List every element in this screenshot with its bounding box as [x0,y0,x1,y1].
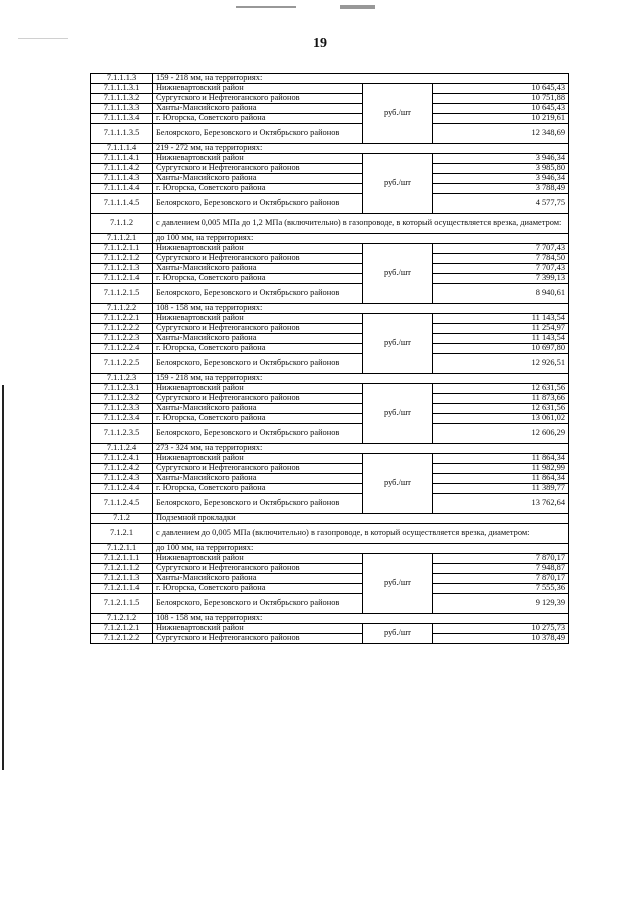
district-name: Сургутского и Нефтеюганского районов [153,164,363,174]
district-name: Сургутского и Нефтеюганского районов [153,94,363,104]
row-code: 7.1.2.1.1.3 [91,574,153,584]
row-code: 7.1.1.2.1 [91,234,153,244]
section-row [91,214,569,234]
row-code: 7.1.1.2.4.3 [91,474,153,484]
district-name: Ханты-Мансийского района [153,474,363,484]
row-code: 7.1.1.1.4 [91,144,153,154]
row-code: 7.1.1.2.4 [91,444,153,454]
price-row [91,384,569,394]
section-text: 219 - 272 мм, на территориях: [153,144,569,154]
section-row [91,544,569,554]
row-code: 7.1.2.1 [91,524,153,544]
district-name: г. Югорска, Советского района [153,344,363,354]
price-value: 3 946,34 [433,154,569,164]
row-code: 7.1.2.1.2.1 [91,624,153,634]
district-name: Нижневартовский район [153,314,363,324]
price-row [91,624,569,634]
section-text: 159 - 218 мм, на территориях: [153,374,569,384]
price-value: 7 948,87 [433,564,569,574]
price-value: 11 982,99 [433,464,569,474]
section-text: Подземной прокладки [153,514,569,524]
district-name: Белоярского, Березовского и Октябрьского районов [153,424,363,444]
district-name: Белоярского, Березовского и Октябрьского районов [153,494,363,514]
row-code: 7.1.1.1.4.3 [91,174,153,184]
price-row [91,334,569,344]
price-row [91,284,569,304]
district-name: Ханты-Мансийского района [153,174,363,184]
price-value: 7 784,50 [433,254,569,264]
price-value: 12 631,56 [433,384,569,394]
section-row [91,304,569,314]
price-row [91,264,569,274]
price-value: 12 631,56 [433,404,569,414]
price-row [91,474,569,484]
section-row [91,74,569,84]
section-text: 159 - 218 мм, на территориях: [153,74,569,84]
price-value: 10 751,88 [433,94,569,104]
row-code: 7.1.1.1.4.4 [91,184,153,194]
row-code: 7.1.1.2.4.5 [91,494,153,514]
row-code: 7.1.2.1.1.5 [91,594,153,614]
price-value: 11 864,34 [433,474,569,484]
row-code: 7.1.1.2.4.4 [91,484,153,494]
row-code: 7.1.1.1.3.1 [91,84,153,94]
section-text: до 100 мм, на территориях: [153,544,569,554]
price-row [91,164,569,174]
row-code: 7.1.1.2 [91,214,153,234]
row-code: 7.1.1.1.3.3 [91,104,153,114]
price-value: 12 926,51 [433,354,569,374]
district-name: Сургутского и Нефтеюганского районов [153,564,363,574]
price-row [91,254,569,264]
price-value: 7 707,43 [433,264,569,274]
district-name: Ханты-Мансийского района [153,104,363,114]
row-code: 7.1.2.1.1 [91,544,153,554]
price-row [91,324,569,334]
section-text: с давлением до 0,005 МПа (включительно) в газопроводе, в который осуществляется врезка, диаметром: [153,524,569,544]
price-row [91,124,569,144]
unit-cell: руб./шт [363,554,433,614]
row-code: 7.1.1.2.3.3 [91,404,153,414]
price-value: 10 275,73 [433,624,569,634]
section-text: с давлением 0,005 МПа до 1,2 МПа (включительно) в газопроводе, в который осуществляется врезка, диаметром: [153,214,569,234]
row-code: 7.1.1.2.4.2 [91,464,153,474]
price-value: 7 707,43 [433,244,569,254]
district-name: Белоярского, Березовского и Октябрьского районов [153,594,363,614]
district-name: г. Югорска, Советского района [153,114,363,124]
price-row [91,484,569,494]
price-row [91,354,569,374]
price-row [91,564,569,574]
scan-artifact [236,6,296,8]
price-value: 10 645,43 [433,84,569,94]
price-row [91,454,569,464]
price-row [91,114,569,124]
section-row [91,444,569,454]
district-name: Белоярского, Березовского и Октябрьского районов [153,284,363,304]
unit-cell: руб./шт [363,244,433,304]
price-row [91,194,569,214]
row-code: 7.1.1.2.2.1 [91,314,153,324]
price-row [91,174,569,184]
tariff-table-body [91,74,569,644]
price-row [91,404,569,414]
price-value: 4 577,75 [433,194,569,214]
price-value: 9 129,39 [433,594,569,614]
row-code: 7.1.1.1.3.2 [91,94,153,104]
district-name: Нижневартовский район [153,154,363,164]
unit-cell: руб./шт [363,84,433,144]
row-code: 7.1.2.1.1.4 [91,584,153,594]
price-row [91,394,569,404]
district-name: Сургутского и Нефтеюганского районов [153,324,363,334]
price-value: 7 870,17 [433,554,569,564]
price-value: 10 378,49 [433,634,569,644]
district-name: Нижневартовский район [153,84,363,94]
district-name: Белоярского, Березовского и Октябрьского районов [153,194,363,214]
price-value: 11 864,34 [433,454,569,464]
row-code: 7.1.2.1.2 [91,614,153,624]
district-name: Сургутского и Нефтеюганского районов [153,634,363,644]
price-row [91,414,569,424]
row-code: 7.1.1.2.3.4 [91,414,153,424]
unit-cell: руб./шт [363,314,433,374]
row-code: 7.1.1.2.1.3 [91,264,153,274]
row-code: 7.1.1.2.1.5 [91,284,153,304]
district-name: г. Югорска, Советского района [153,414,363,424]
unit-cell: руб./шт [363,454,433,514]
price-row [91,344,569,354]
price-value: 7 399,13 [433,274,569,284]
row-code: 7.1.2.1.1.1 [91,554,153,564]
section-row [91,524,569,544]
section-row [91,614,569,624]
district-name: Ханты-Мансийского района [153,404,363,414]
scan-edge-bar [2,385,4,770]
district-name: Нижневартовский район [153,624,363,634]
row-code: 7.1.1.2.3.5 [91,424,153,444]
row-code: 7.1.1.1.3.4 [91,114,153,124]
row-code: 7.1.1.2.3.1 [91,384,153,394]
price-row [91,594,569,614]
section-text: до 100 мм, на территориях: [153,234,569,244]
price-row [91,634,569,644]
section-row [91,234,569,244]
tariff-table [90,73,569,644]
row-code: 7.1.2 [91,514,153,524]
row-code: 7.1.1.2.2.3 [91,334,153,344]
section-text: 273 - 324 мм, на территориях: [153,444,569,454]
row-code: 7.1.1.1.4.5 [91,194,153,214]
row-code: 7.1.1.2.3.2 [91,394,153,404]
row-code: 7.1.1.2.2.5 [91,354,153,374]
district-name: Сургутского и Нефтеюганского районов [153,464,363,474]
row-code: 7.1.1.2.2.4 [91,344,153,354]
district-name: Нижневартовский район [153,244,363,254]
row-code: 7.1.1.1.4.1 [91,154,153,164]
price-row [91,494,569,514]
price-value: 11 143,54 [433,314,569,324]
price-row [91,424,569,444]
price-value: 3 946,34 [433,174,569,184]
price-row [91,554,569,564]
price-row [91,314,569,324]
row-code: 7.1.1.2.1.4 [91,274,153,284]
row-code: 7.1.1.2.3 [91,374,153,384]
section-row [91,144,569,154]
section-row [91,514,569,524]
district-name: Нижневартовский район [153,454,363,464]
price-row [91,584,569,594]
district-name: Белоярского, Березовского и Октябрьского районов [153,354,363,374]
district-name: г. Югорска, Советского района [153,184,363,194]
district-name: Ханты-Мансийского района [153,334,363,344]
price-value: 13 061,02 [433,414,569,424]
row-code: 7.1.1.2.4.1 [91,454,153,464]
price-value: 3 788,49 [433,184,569,194]
page-number: 19 [313,36,327,51]
row-code: 7.1.2.1.2.2 [91,634,153,644]
district-name: Белоярского, Березовского и Октябрьского районов [153,124,363,144]
district-name: Нижневартовский район [153,384,363,394]
district-name: г. Югорска, Советского района [153,584,363,594]
scan-artifact [340,5,375,9]
row-code: 7.1.1.1.4.2 [91,164,153,174]
row-code: 7.1.2.1.1.2 [91,564,153,574]
district-name: Сургутского и Нефтеюганского районов [153,254,363,264]
price-row [91,94,569,104]
district-name: Сургутского и Нефтеюганского районов [153,394,363,404]
price-value: 11 143,54 [433,334,569,344]
row-code: 7.1.1.2.1.1 [91,244,153,254]
price-value: 12 348,69 [433,124,569,144]
price-row [91,184,569,194]
price-value: 8 940,61 [433,284,569,304]
section-text: 108 - 158 мм, на территориях: [153,614,569,624]
row-code: 7.1.1.1.3.5 [91,124,153,144]
row-code: 7.1.1.2.2 [91,304,153,314]
price-value: 3 985,80 [433,164,569,174]
district-name: Ханты-Мансийского района [153,574,363,584]
row-code: 7.1.1.1.3 [91,74,153,84]
district-name: Нижневартовский район [153,554,363,564]
unit-cell: руб./шт [363,154,433,214]
price-row [91,244,569,254]
unit-cell: руб./шт [363,624,433,644]
row-code: 7.1.1.2.2.2 [91,324,153,334]
price-value: 10 219,61 [433,114,569,124]
price-value: 11 873,66 [433,394,569,404]
price-row [91,84,569,94]
price-value: 7 870,17 [433,574,569,584]
district-name: Ханты-Мансийского района [153,264,363,274]
price-row [91,574,569,584]
section-text: 108 - 158 мм, на территориях: [153,304,569,314]
price-value: 11 254,97 [433,324,569,334]
district-name: г. Югорска, Советского района [153,274,363,284]
price-value: 10 697,80 [433,344,569,354]
price-row [91,274,569,284]
price-value: 13 762,64 [433,494,569,514]
price-value: 10 645,43 [433,104,569,114]
price-row [91,104,569,114]
row-code: 7.1.1.2.1.2 [91,254,153,264]
section-row [91,374,569,384]
unit-cell: руб./шт [363,384,433,444]
price-value: 11 389,77 [433,484,569,494]
price-value: 7 555,36 [433,584,569,594]
price-row [91,154,569,164]
price-row [91,464,569,474]
district-name: г. Югорска, Советского района [153,484,363,494]
price-value: 12 606,29 [433,424,569,444]
